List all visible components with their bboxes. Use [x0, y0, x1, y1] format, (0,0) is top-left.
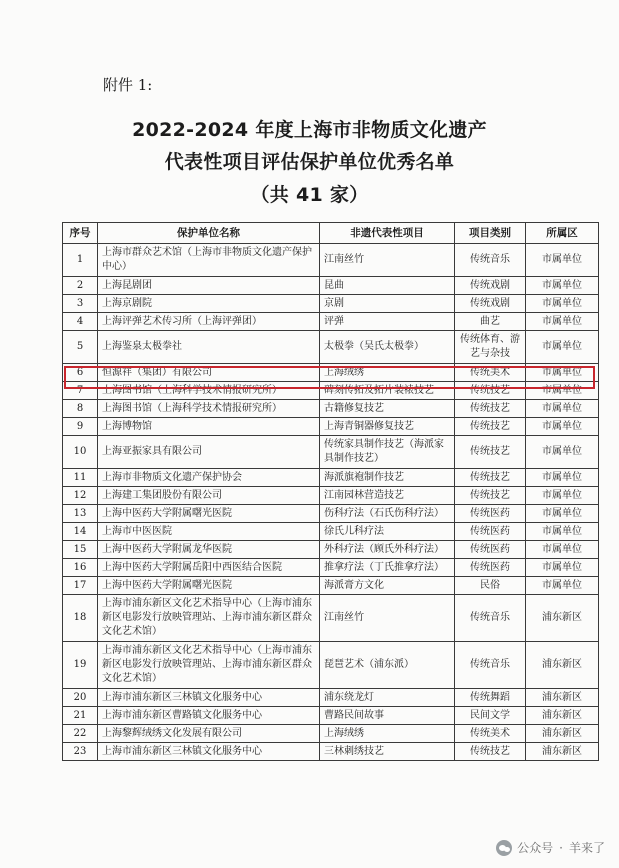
row-project: 上海绒绣: [320, 725, 455, 743]
row-no: 20: [63, 689, 98, 707]
watermark: [496, 839, 605, 856]
row-unit-name: 上海评弹艺术传习所（上海评弹团）: [98, 313, 320, 331]
row-no: 18: [63, 595, 98, 642]
table-row: [63, 295, 599, 313]
row-category: 传统戏剧: [455, 277, 526, 295]
row-category: 传统戏剧: [455, 295, 526, 313]
row-unit-name: 上海亚振家具有限公司: [98, 436, 320, 469]
row-project: 古籍修复技艺: [320, 400, 455, 418]
row-category: 传统医药: [455, 541, 526, 559]
document-title-line2: 代表性项目评估保护单位优秀名单: [164, 151, 455, 173]
row-area: 市属单位: [526, 577, 599, 595]
row-no: 2: [63, 277, 98, 295]
row-unit-name: 上海市浦东新区三林镇文化服务中心: [98, 689, 320, 707]
row-category: 传统医药: [455, 523, 526, 541]
row-project: 碑刻传拓及拓片装裱技艺: [320, 382, 455, 400]
row-unit-name: 上海图书馆（上海科学技术情报研究所）: [98, 382, 320, 400]
row-category: 传统美术: [455, 725, 526, 743]
row-no: 11: [63, 469, 98, 487]
row-project: 昆曲: [320, 277, 455, 295]
header-project: 非遗代表性项目: [320, 223, 455, 244]
row-unit-name: 上海建工集团股份有限公司: [98, 487, 320, 505]
row-category: 传统医药: [455, 559, 526, 577]
table-row: [63, 725, 599, 743]
table-body: [63, 244, 599, 761]
table-row: [63, 595, 599, 642]
header-no: 序号: [63, 223, 98, 244]
table-row: [63, 541, 599, 559]
row-unit-name: 上海黎辉绒绣文化发展有限公司: [98, 725, 320, 743]
wechat-icon: [496, 840, 512, 856]
row-no: 15: [63, 541, 98, 559]
row-unit-name: 上海图书馆（上海科学技术情报研究所）: [98, 400, 320, 418]
table-row: [63, 505, 599, 523]
row-no: 1: [63, 244, 98, 277]
row-project: 太极拳（吴氏太极拳）: [320, 331, 455, 364]
row-no: 10: [63, 436, 98, 469]
row-unit-name: 上海市浦东新区曹路镇文化服务中心: [98, 707, 320, 725]
row-unit-name: 上海市浦东新区三林镇文化服务中心: [98, 743, 320, 761]
table-row: [63, 487, 599, 505]
row-area: 市属单位: [526, 505, 599, 523]
watermark-author: 羊来了: [568, 841, 605, 855]
row-area: 市属单位: [526, 418, 599, 436]
row-no: 6: [63, 364, 98, 382]
row-area: 浦东新区: [526, 689, 599, 707]
row-project: 评弹: [320, 313, 455, 331]
row-category: 传统音乐: [455, 642, 526, 689]
row-no: 16: [63, 559, 98, 577]
excellent-units-table: [62, 222, 599, 761]
row-area: 浦东新区: [526, 725, 599, 743]
row-category: 传统技艺: [455, 743, 526, 761]
row-area: 市属单位: [526, 313, 599, 331]
row-area: 浦东新区: [526, 642, 599, 689]
row-project: 推拿疗法（丁氏推拿疗法）: [320, 559, 455, 577]
row-project: 琵琶艺术（浦东派）: [320, 642, 455, 689]
row-category: 传统音乐: [455, 244, 526, 277]
table-row: [63, 436, 599, 469]
row-unit-name: 上海鉴泉太极拳社: [98, 331, 320, 364]
table-row: [63, 743, 599, 761]
row-unit-name: 上海中医药大学附属龙华医院: [98, 541, 320, 559]
row-unit-name: 上海市浦东新区文化艺术指导中心（上海市浦东新区电影发行放映管理站、上海市浦东新区群众文化艺术馆）: [98, 595, 320, 642]
row-unit-name: 上海市群众艺术馆（上海市非物质文化遗产保护中心）: [98, 244, 320, 277]
header-unit: 保护单位名称: [98, 223, 320, 244]
row-area: 市属单位: [526, 400, 599, 418]
row-project: 京剧: [320, 295, 455, 313]
row-project: 曹路民间故事: [320, 707, 455, 725]
row-project: 传统家具制作技艺（海派家具制作技艺）: [320, 436, 455, 469]
row-category: 曲艺: [455, 313, 526, 331]
row-no: 23: [63, 743, 98, 761]
row-category: 民俗: [455, 577, 526, 595]
row-unit-name: 上海中医药大学附属曙光医院: [98, 577, 320, 595]
row-project: 江南丝竹: [320, 244, 455, 277]
row-area: 浦东新区: [526, 707, 599, 725]
row-no: 5: [63, 331, 98, 364]
row-area: 市属单位: [526, 436, 599, 469]
row-category: 民间文学: [455, 707, 526, 725]
row-category: 传统体育、游艺与杂技: [455, 331, 526, 364]
row-no: 12: [63, 487, 98, 505]
row-project: 外科疗法（顾氏外科疗法）: [320, 541, 455, 559]
row-no: 9: [63, 418, 98, 436]
row-project: 上海青铜器修复技艺: [320, 418, 455, 436]
document-title-line1: 2022-2024 年度上海市非物质文化遗产: [132, 119, 487, 141]
row-unit-name: 上海市浦东新区文化艺术指导中心（上海市浦东新区电影发行放映管理站、上海市浦东新区群众文化艺术馆）: [98, 642, 320, 689]
row-no: 4: [63, 313, 98, 331]
row-unit-name: 上海昆剧团: [98, 277, 320, 295]
row-project: 江南园林营造技艺: [320, 487, 455, 505]
row-project: 上海绒绣: [320, 364, 455, 382]
row-category: 传统医药: [455, 505, 526, 523]
table-row: [63, 244, 599, 277]
watermark-source: 公众号: [517, 841, 554, 855]
table-row: [63, 418, 599, 436]
row-area: 市属单位: [526, 523, 599, 541]
attachment-label: 附件 1:: [103, 76, 153, 94]
watermark-separator: ·: [559, 840, 563, 855]
row-category: 传统技艺: [455, 436, 526, 469]
row-unit-name: 上海博物馆: [98, 418, 320, 436]
row-area: 浦东新区: [526, 743, 599, 761]
row-project: 海派膏方文化: [320, 577, 455, 595]
row-category: 传统技艺: [455, 418, 526, 436]
row-category: 传统技艺: [455, 487, 526, 505]
row-unit-name: 上海京剧院: [98, 295, 320, 313]
table-row: [63, 689, 599, 707]
document-title-count: （共 41 家）: [250, 184, 369, 206]
row-area: 市属单位: [526, 541, 599, 559]
row-unit-name: 上海中医药大学附属曙光医院: [98, 505, 320, 523]
row-area: 市属单位: [526, 277, 599, 295]
row-no: 19: [63, 642, 98, 689]
table-row: [63, 277, 599, 295]
row-unit-name: 上海中医药大学附属岳阳中西医结合医院: [98, 559, 320, 577]
row-no: 22: [63, 725, 98, 743]
row-unit-name: 上海市非物质文化遗产保护协会: [98, 469, 320, 487]
table-row: [63, 331, 599, 364]
row-no: 7: [63, 382, 98, 400]
row-no: 13: [63, 505, 98, 523]
table-header-row: [63, 223, 599, 244]
row-no: 21: [63, 707, 98, 725]
table-row: [63, 313, 599, 331]
row-area: 市属单位: [526, 382, 599, 400]
row-area: 市属单位: [526, 364, 599, 382]
row-area: 市属单位: [526, 487, 599, 505]
row-area: 市属单位: [526, 295, 599, 313]
row-unit-name: 上海市中医医院: [98, 523, 320, 541]
table-row: [63, 642, 599, 689]
row-category: 传统舞蹈: [455, 689, 526, 707]
row-unit-name: 恒源祥（集团）有限公司: [98, 364, 320, 382]
table-row: [63, 469, 599, 487]
row-area: 市属单位: [526, 244, 599, 277]
row-no: 8: [63, 400, 98, 418]
row-category: 传统音乐: [455, 595, 526, 642]
row-project: 伤科疗法（石氏伤科疗法）: [320, 505, 455, 523]
row-area: 市属单位: [526, 559, 599, 577]
row-no: 14: [63, 523, 98, 541]
row-category: 传统美术: [455, 364, 526, 382]
row-area: 市属单位: [526, 331, 599, 364]
row-category: 传统技艺: [455, 400, 526, 418]
table-row: [63, 400, 599, 418]
highlight-box-row-6: [64, 366, 595, 389]
header-category: 项目类别: [455, 223, 526, 244]
row-project: 江南丝竹: [320, 595, 455, 642]
table-row: [63, 577, 599, 595]
row-no: 17: [63, 577, 98, 595]
row-category: 传统技艺: [455, 469, 526, 487]
row-project: 三林刺绣技艺: [320, 743, 455, 761]
row-project: 海派旗袍制作技艺: [320, 469, 455, 487]
row-area: 市属单位: [526, 469, 599, 487]
table-row: [63, 559, 599, 577]
row-area: 浦东新区: [526, 595, 599, 642]
row-project: 浦东绕龙灯: [320, 689, 455, 707]
row-no: 3: [63, 295, 98, 313]
row-project: 徐氏儿科疗法: [320, 523, 455, 541]
table-row: [63, 523, 599, 541]
table-row: [63, 707, 599, 725]
header-area: 所属区: [526, 223, 599, 244]
row-category: 传统技艺: [455, 382, 526, 400]
